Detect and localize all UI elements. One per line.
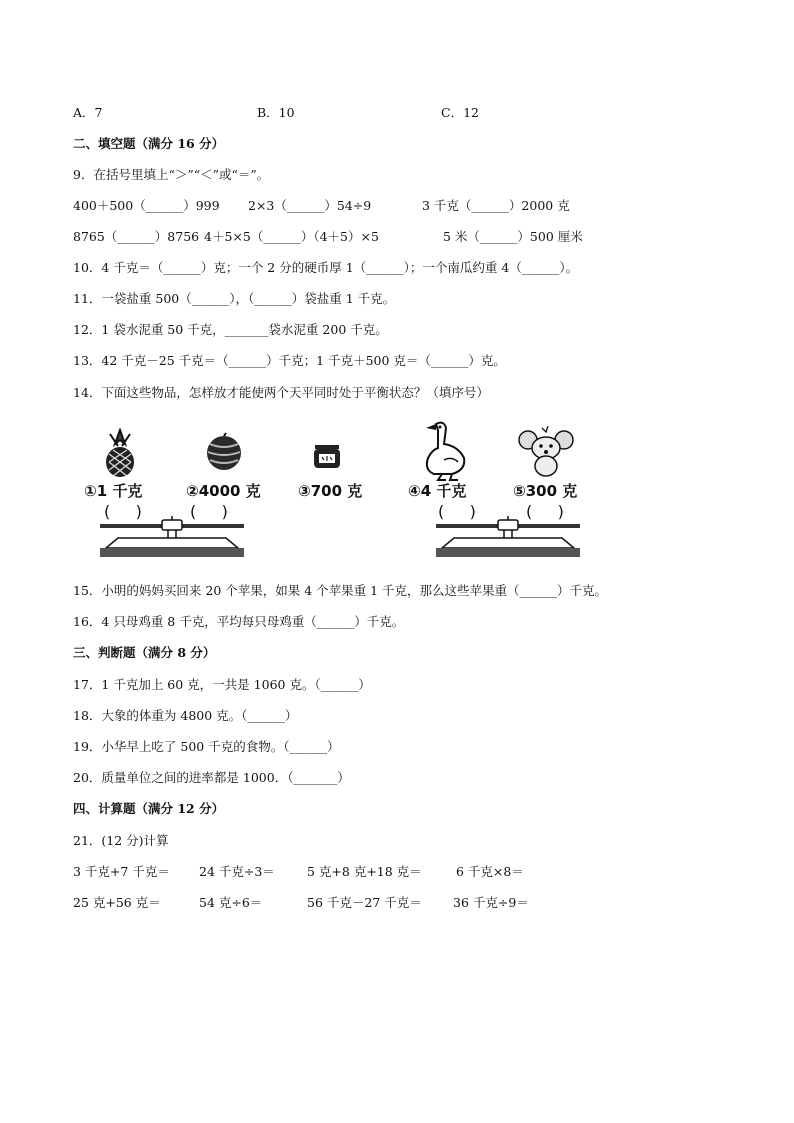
goose-icon: [418, 420, 470, 482]
calc-item: 3 千克+7 千克＝: [73, 864, 170, 879]
item-label: ②4000 克: [186, 482, 261, 500]
question-9: 9．在括号里填上“＞”“＜”或“＝”。: [73, 167, 270, 182]
q9-item: 5 米（______）500 厘米: [443, 229, 583, 244]
question-17: 17．1 千克加上 60 克，一共是 1060 克。（______）: [73, 677, 371, 692]
calc-item: 25 克+56 克＝: [73, 895, 161, 910]
question-12: 12．1 袋水泥重 50 千克，_______袋水泥重 200 千克。: [73, 322, 388, 337]
item-label: ①1 千克: [84, 482, 143, 500]
calc-item: 24 千克÷3＝: [199, 864, 275, 879]
section-calculation-heading: 四、计算题（满分 12 分）: [73, 801, 225, 816]
balance-right-pan-blank: ( ): [526, 502, 564, 521]
question-20: 20．质量单位之间的进率都是 1000．（_______）: [73, 770, 350, 785]
item-label: ⑤300 克: [513, 482, 578, 500]
item-label: ④4 千克: [408, 482, 467, 500]
balance-scale-icon: [434, 516, 582, 560]
section-true-false-heading: 三、判断题（满分 8 分）: [73, 645, 216, 660]
option-c: C．12: [441, 105, 479, 120]
section-fill-blank-heading: 二、填空题（满分 16 分）: [73, 136, 225, 151]
calc-item: 6 千克×8＝: [456, 864, 524, 879]
balance-illustration: [84, 420, 616, 568]
question-19: 19．小华早上吃了 500 千克的食物。（______）: [73, 739, 340, 754]
calc-item: 54 克÷6＝: [199, 895, 263, 910]
q9-item: 4＋5×5（______）（4＋5）×5: [204, 229, 379, 244]
balance-scale-icon: [98, 516, 246, 560]
question-18: 18．大象的体重为 4800 克。（______）: [73, 708, 298, 723]
q9-item: 8765（______）8756: [73, 229, 200, 244]
calc-item: 36 千克÷9＝: [453, 895, 529, 910]
question-11: 11．一袋盐重 500（______），（______）袋盐重 1 千克。: [73, 291, 396, 306]
option-b: B．10: [257, 105, 295, 120]
question-13: 13．42 千克－25 千克＝（______）千克；1 千克＋500 克＝（______）克。: [73, 353, 506, 368]
jar-icon: [312, 442, 342, 470]
calc-item: 5 克+8 克+18 克＝: [307, 864, 422, 879]
pineapple-icon: [100, 428, 140, 478]
balance-left-pan-blank: ( ): [104, 502, 142, 521]
balance-left-pan-blank: ( ): [438, 502, 476, 521]
question-21: 21．(12 分)计算: [73, 833, 169, 848]
q9-item: 2×3（______）54÷9: [248, 198, 372, 213]
question-14: 14．下面这些物品，怎样放才能使两个天平同时处于平衡状态？（填序号）: [73, 385, 489, 400]
mouse-icon: [518, 426, 574, 478]
item-label: ③700 克: [298, 482, 363, 500]
q9-item: 400＋500（______）999: [73, 198, 220, 213]
balance-right-pan-blank: ( ): [190, 502, 228, 521]
q9-item: 3 千克（______）2000 克: [422, 198, 570, 213]
option-a: A．7: [73, 105, 103, 120]
question-16: 16．4 只母鸡重 8 千克，平均每只母鸡重（______）千克。: [73, 614, 405, 629]
watermelon-icon: [204, 432, 244, 472]
question-15: 15．小明的妈妈买回来 20 个苹果，如果 4 个苹果重 1 千克，那么这些苹果重（______）千克。: [73, 583, 608, 598]
question-10: 10．4 千克＝（______）克；一个 2 分的硬币厚 1（______）；一个南瓜约重 4（______）。: [73, 260, 579, 275]
calc-item: 56 千克－27 千克＝: [307, 895, 422, 910]
